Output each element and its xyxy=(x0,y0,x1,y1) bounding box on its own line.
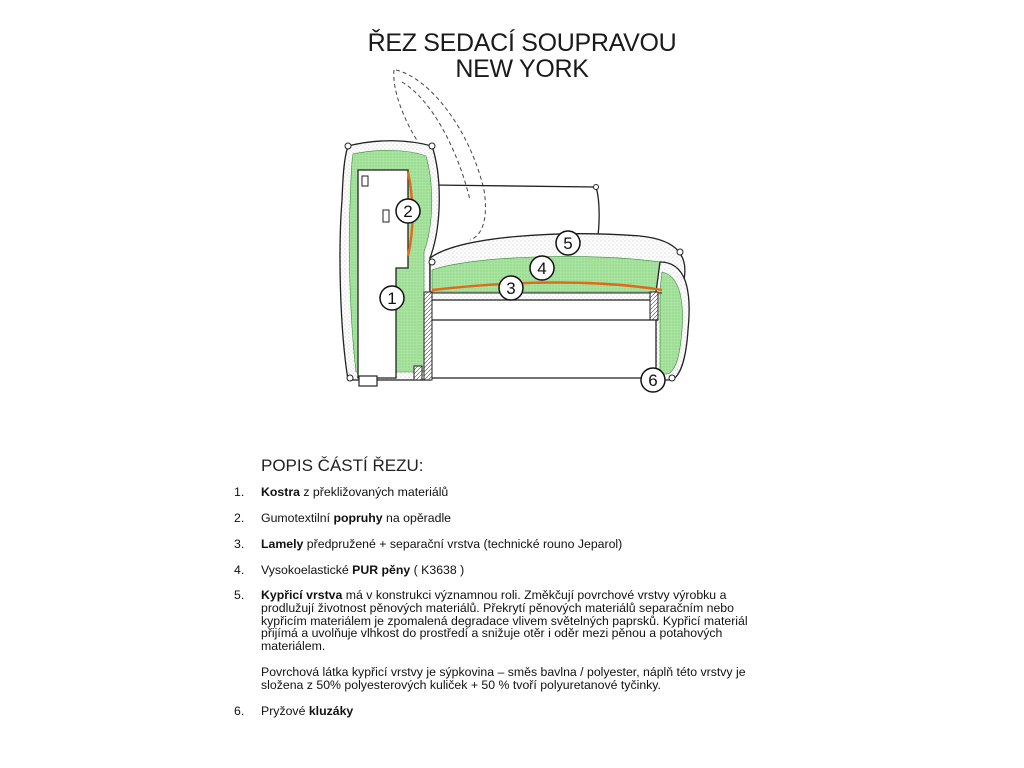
legend-item-number: 2. xyxy=(234,511,245,525)
callout-5 xyxy=(556,231,580,255)
legend-item-prefix: Pryžové xyxy=(261,704,309,718)
legend-item-term: kluzáky xyxy=(308,704,354,718)
diagram-title-line2: NEW YORK xyxy=(455,55,589,83)
svg-text:5: 5 xyxy=(563,234,573,253)
foot-left xyxy=(359,376,377,386)
legend-item-term: Lamely xyxy=(261,537,304,551)
legend-item-number: 4. xyxy=(234,563,245,577)
callout-2 xyxy=(396,199,420,223)
svg-text:2: 2 xyxy=(403,202,413,221)
legend-item-text: předpružené + separační vrstva (technické rouno Jeparol) xyxy=(303,537,623,551)
svg-text:4: 4 xyxy=(537,259,547,278)
legend-item-prefix: Gumotextilní xyxy=(261,511,334,525)
callout-6 xyxy=(641,368,665,392)
svg-text:3: 3 xyxy=(506,279,516,298)
legend-item-number: 5. xyxy=(234,588,245,602)
legend-item-number: 6. xyxy=(234,704,245,718)
svg-text:1: 1 xyxy=(387,289,397,308)
legend-item-text: má v konstrukci významnou roli. Změkčují povrchové vrstvy výrobku a prodlužují životnost pěnových materiálů. Překrytí pěnových materiálů separačním nebo kypřicím materiálem je zpomalená degradace vlivem světelných paprsků. Kypřicí materiál přijímá a uvolňuje vlhkost do prostředí a snižuje otěr i oděr mezi pěnou a potahových materiálem. xyxy=(261,588,748,654)
legend-item-term: Kypřicí vrstva xyxy=(261,588,343,602)
callout-3 xyxy=(499,276,523,300)
callout-4 xyxy=(530,256,554,280)
legend-item-term: popruhy xyxy=(333,511,383,525)
legend-item-number: 1. xyxy=(234,485,245,499)
callout-1 xyxy=(380,286,404,310)
legend-item-text: na opěradle xyxy=(382,511,452,525)
legend-item-text: ( K3638 ) xyxy=(410,563,465,577)
seat-frame-right-post xyxy=(650,292,658,320)
legend-item-text: z překližovaných materiálů xyxy=(299,485,449,499)
legend-item-text-paragraph-2: Povrchová látka kypřicí vrstvy je sýpkovina – směs bavlna / polyester, náplň této vrstvy je složena z 50% polyesterových kuliček + 50 % tvoří polyuretanové tyčinky. xyxy=(261,664,746,692)
legend-item-prefix: Vysokoelastické xyxy=(261,563,353,577)
legend-item-term: Kostra xyxy=(261,485,300,499)
legend-title: POPIS ČÁSTÍ ŘEZU: xyxy=(261,456,424,475)
legend-item-number: 3. xyxy=(234,537,245,551)
legend-item-term: PUR pěny xyxy=(352,563,411,577)
seat-frame-left-post xyxy=(424,292,432,380)
svg-text:6: 6 xyxy=(648,371,658,390)
diagram-title-line1: ŘEZ SEDACÍ SOUPRAVOU xyxy=(367,29,677,57)
